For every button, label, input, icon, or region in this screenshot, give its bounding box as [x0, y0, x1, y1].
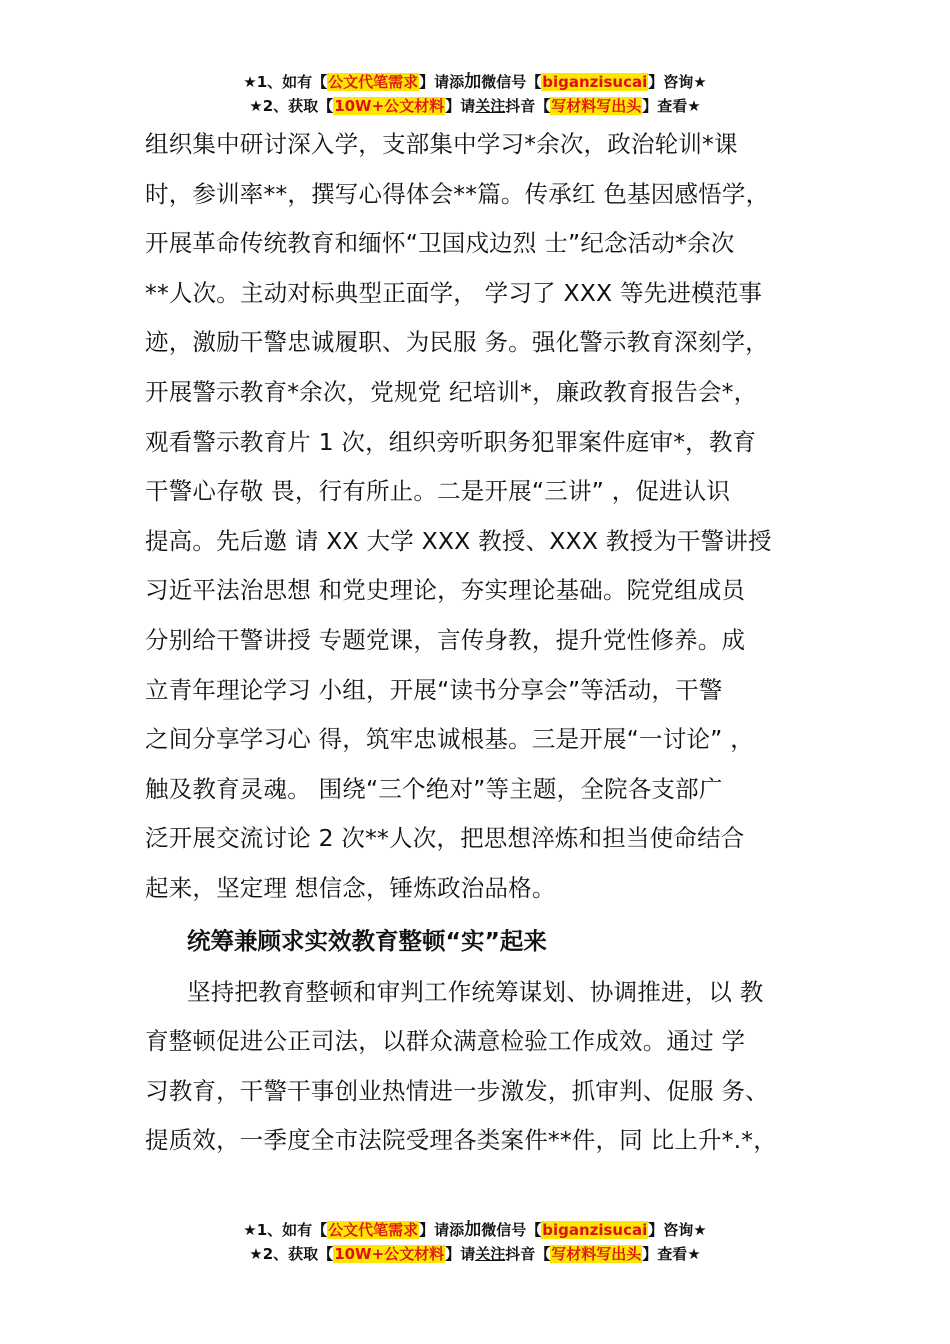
text-line: 迹，激励干警忠诚履职、为民服 务。强化警示教育深刻学，	[145, 328, 769, 357]
text-line: 起来，坚定理 想信念，锤炼政治品格。	[145, 873, 556, 902]
banner-text: 】请	[445, 97, 476, 115]
document-body	[145, 120, 835, 1166]
banner-text: 抖音【	[505, 97, 551, 115]
banner-text: 】咨询★	[648, 1221, 707, 1239]
banner-text: 】请	[445, 1245, 476, 1263]
text-line: 提质效，一季度全市法院受理各类案件**件，同 比上升*.*，	[145, 1126, 777, 1155]
banner-text: 】请添	[419, 1221, 465, 1239]
banner-line-1	[0, 1218, 950, 1242]
banner-text: ★1、如有【	[243, 73, 328, 91]
text-line: 开展警示教育*余次，党规党 纪培训*，廉政教育报告会*，	[145, 377, 758, 406]
text-line: 开展革命传统教育和缅怀“卫国戍边烈 士”纪念活动*余次	[145, 229, 735, 258]
banner-highlight: biganzisucai	[542, 73, 648, 91]
banner-text: 抖音【	[505, 1245, 551, 1263]
banner-highlight: 公文代笔需求	[328, 1221, 419, 1239]
banner-highlight: 写材料写出头	[551, 97, 642, 115]
text-line: 干警心存敬 畏，行有所止。二是开展“三讲” ，促进认识	[145, 477, 731, 506]
banner-highlight: 10W+公文材料	[334, 1245, 445, 1263]
banner-text: 微信号【	[481, 1221, 542, 1239]
banner-text: ★1、如有【	[243, 1221, 328, 1239]
banner-text: ★2、获取【	[249, 1245, 334, 1263]
banner-highlight: 10W+公文材料	[334, 97, 445, 115]
section-heading: 统筹兼顾求实效教育整顿“实”起来	[187, 926, 547, 955]
banner-text: 加	[464, 1220, 482, 1240]
banner-highlight: 公文代笔需求	[328, 73, 419, 91]
text-line: 之间分享学习心 得，筑牢忠诚根基。三是开展“一讨论” ，	[145, 725, 754, 754]
text-line: 分别给干警讲授 专题党课，言传身教，提升党性修养。成	[145, 625, 746, 654]
banner-line-2	[0, 1242, 950, 1266]
footer-banner	[0, 1218, 950, 1266]
text-line: 触及教育灵魂。 围绕“三个绝对”等主题，全院各支部广	[145, 774, 723, 803]
banner-text: 】请添	[419, 73, 465, 91]
text-line: 坚持把教育整顿和审判工作统筹谋划、协调推进，以 教	[187, 977, 764, 1006]
banner-text: 加	[464, 72, 482, 92]
paragraph-1	[145, 120, 835, 914]
text-line: 立青年理论学习 小组，开展“读书分享会”等活动，干警	[145, 675, 723, 704]
banner-text: ★2、获取【	[249, 97, 334, 115]
text-line: 观看警示教育片 1 次，组织旁听职务犯罪案件庭审*，教育	[145, 427, 757, 456]
banner-highlight: 写材料写出头	[551, 1245, 642, 1263]
text-line: 习教育，干警干事创业热情进一步激发，抓审判、促服 务、	[145, 1076, 769, 1105]
text-line: 习近平法治思想 和党史理论，夯实理论基础。院党组成员	[145, 576, 746, 605]
text-line: 组织集中研讨深入学，支部集中学习*余次，政治轮训*课	[145, 130, 738, 158]
header-banner	[0, 70, 950, 118]
banner-text: 关注	[475, 97, 506, 115]
text-line: 提高。先后邀 请 XX 大学 XXX 教授、XXX 教授为干警讲授	[145, 526, 772, 555]
banner-line-1	[0, 70, 950, 94]
paragraph-2	[145, 968, 835, 1166]
banner-text: 关注	[475, 1245, 506, 1263]
text-line: **人次。主动对标典型正面学， 学习了 XXX 等先进模范事	[145, 278, 763, 307]
banner-text: 】查看★	[642, 1245, 701, 1263]
banner-text: 】咨询★	[648, 73, 707, 91]
banner-text: 】查看★	[642, 97, 701, 115]
banner-highlight: biganzisucai	[542, 1221, 648, 1239]
banner-line-2	[0, 94, 950, 118]
text-line: 时，参训率**，撰写心得体会**篇。传承红 色基因感悟学，	[145, 179, 770, 208]
text-line: 育整顿促进公正司法，以群众满意检验工作成效。通过 学	[145, 1027, 746, 1056]
banner-text: 微信号【	[481, 73, 542, 91]
text-line: 泛开展交流讨论 2 次**人次，把思想淬炼和担当使命结合	[145, 824, 745, 853]
